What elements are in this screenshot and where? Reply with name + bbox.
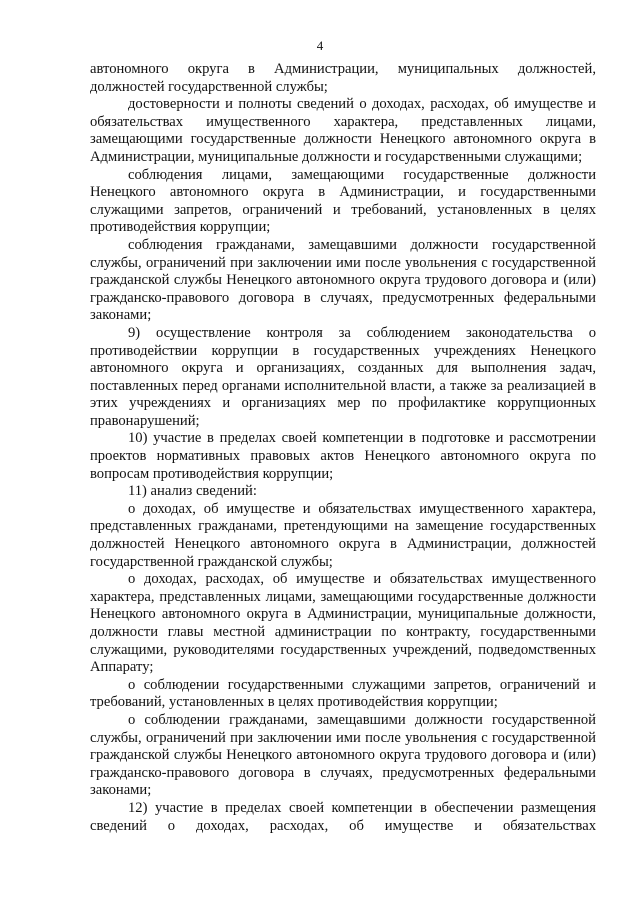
paragraph: 11) анализ сведений: (128, 483, 257, 500)
page-number: 4 (316, 38, 324, 53)
paragraph: 10) участие в пределах своей компетенции в подготовке и рассмотрении проектов нормативных правовых актов Ненецкого автономного округа по вопросам противодействия коррупции; (90, 430, 596, 482)
paragraph: соблюдения гражданами, замещавшими должности государственной службы, ограничений при заключении ими после увольнения с государственной гражданской службы Ненецкого автономного округа трудового договора и (или) гражданско-правового договора в случаях, предусмотренных федеральными законами; (90, 236, 596, 324)
paragraph: о доходах, расходах, об имуществе и обязательствах имущественного характера, представленных лицами, замещающими государственные должности Ненецкого автономного округа в Администрации, муниципальные должности, должности главы местной администрации по контракту, государственными служащими, руководителями государственных учреждений, подведомственных Аппарату; (90, 571, 596, 676)
paragraph: о соблюдении гражданами, замещавшими должности государственной службы, ограничений при заключении ими после увольнения с государственной гражданской службы Ненецкого автономного округа трудового договора и (или) гражданско-правового договора в случаях, предусмотренных федеральными законами; (90, 711, 596, 799)
paragraph: о доходах, об имуществе и обязательствах имущественного характера, представленных гражданами, претендующими на замещение государственных должностей Ненецкого автономного округа в Администрации, должностей государственной гражданской службы; (90, 500, 596, 570)
paragraph: автономного округа в Администрации, муниципальных должностей, должностей государственной службы; (90, 61, 596, 95)
paragraph: достоверности и полноты сведений о доходах, расходах, об имуществе и обязательствах имущественного характера, представленных лицами, замещающими государственные должности Ненецкого автономного округа в Администрации, муниципальные должности и государственными служащими; (90, 96, 596, 165)
paragraph: 9) осуществление контроля за соблюдением законодательства о противодействии коррупции в государственных учреждениях Ненецкого автономного округа и организациях, созданных для выполнения задач, поставленных перед органами исполнительной власти, а также за реализацией в этих учреждениях и организациях мер по профилактике коррупционных правонарушений; (90, 324, 596, 429)
paragraph: 12) участие в пределах своей компетенции в обеспечении размещения сведений о доходах, расходах, об имуществе и обязательствах (90, 799, 596, 834)
paragraph: соблюдения лицами, замещающими государственные должности Ненецкого автономного округа в Администрации, и государственными служащими запретов, ограничений и требований, установленных в целях противодействия коррупции; (90, 166, 596, 236)
paragraph: о соблюдении государственными служащими запретов, ограничений и требований, установленных в целях противодействия коррупции; (90, 676, 596, 711)
document-body (90, 61, 596, 835)
